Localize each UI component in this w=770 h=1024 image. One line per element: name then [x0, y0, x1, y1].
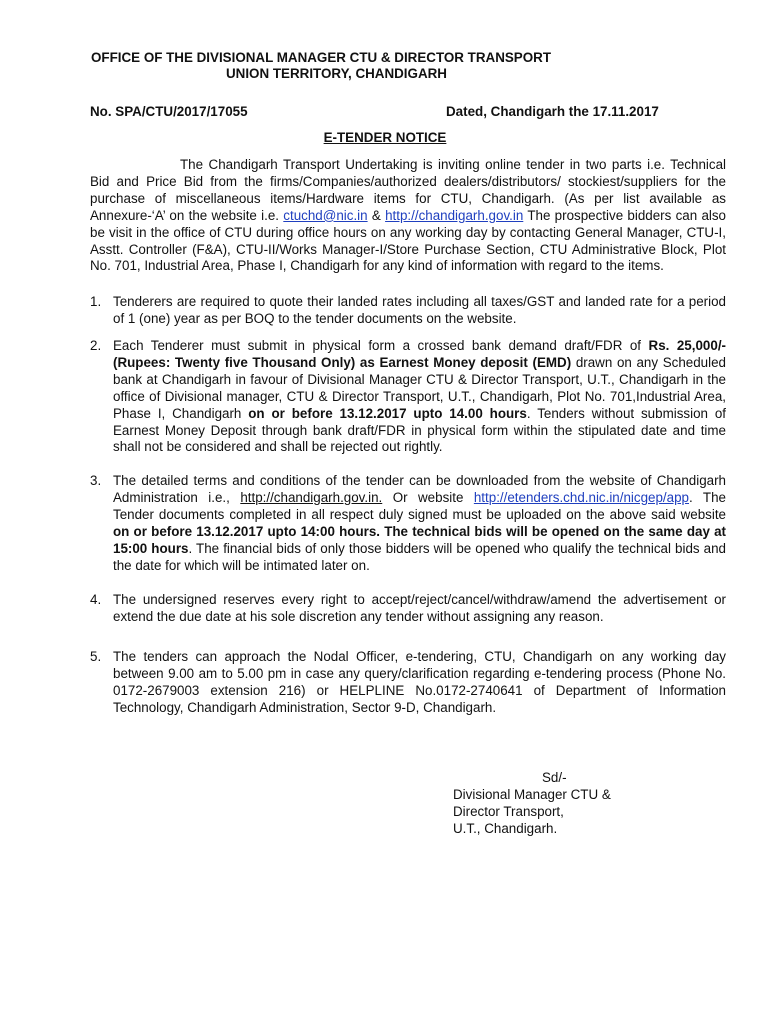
intro-paragraph	[90, 157, 726, 275]
office-heading-line1: OFFICE OF THE DIVISIONAL MANAGER CTU & DIRECTOR TRANSPORT	[91, 50, 552, 65]
office-heading-line2: UNION TERRITORY, CHANDIGARH	[226, 66, 447, 81]
list-item	[90, 294, 726, 328]
website-link[interactable]: http://chandigarh.gov.in	[385, 207, 524, 223]
list-item-number: 5.	[90, 649, 102, 664]
signatory-line3: U.T., Chandigarh.	[453, 821, 558, 836]
signatory-line1: Divisional Manager CTU &	[453, 787, 611, 802]
chandigarh-gov-link[interactable]: http://chandigarh.gov.in.	[240, 489, 383, 505]
list-item-number: 1.	[90, 294, 102, 309]
list-item-text: The undersigned reserves every right to accept/reject/cancel/withdraw/amend the advertisement or extend the due date at his sole discretion any tender without assigning any reason.	[113, 592, 726, 624]
list-item-text	[113, 338, 726, 456]
intro-ampersand: &	[367, 207, 386, 223]
signatory-line2: Director Transport,	[453, 804, 564, 819]
item3-text-part4: . The financial bids of only those bidders will be opened who qualify the technical bids and the date for which will be intimated later on.	[113, 540, 726, 573]
list-item	[90, 338, 726, 456]
list-item-text: Tenderers are required to quote their landed rates including all taxes/GST and landed rate for a period of 1 (one) year as per BOQ to the tender documents on the website.	[113, 294, 726, 326]
list-item	[90, 592, 726, 626]
email-link[interactable]: ctuchd@nic.in	[283, 207, 368, 223]
item2-text-part1: Each Tenderer must submit in physical form a crossed bank demand draft/FDR of	[113, 338, 649, 353]
submission-deadline: on or before 13.12.2017 upto 14:00 hours. The technical bids will be opened on the same day at 15:00 hours	[113, 523, 726, 556]
list-item	[90, 649, 726, 717]
item2-text-part3: . Tenders without submission of Earnest Money Deposit through bank draft/FDR in physical form within the stipulated date and time shall not be considered and shall be rejected out rightly.	[113, 405, 726, 455]
list-item-number: 4.	[90, 592, 102, 607]
reference-number: No. SPA/CTU/2017/17055	[90, 104, 248, 119]
list-item	[90, 473, 726, 574]
item3-text-part2: Or website	[382, 489, 474, 505]
list-item-number: 3.	[90, 473, 102, 488]
emd-deadline: on or before 13.12.2017 upto 14.00 hours	[248, 405, 527, 421]
item2-text-part2: drawn on any Scheduled bank at Chandigarh in favour of Divisional Manager CTU & Director Transport, U.T., Chandigarh in the office of Divisional manager, CTU & Director Transport, U.T., Chandigarh, Plot No. 701,Industrial Area, Phase I, Chandigarh	[113, 354, 726, 421]
list-item-text: The tenders can approach the Nodal Officer, e-tendering, CTU, Chandigarh on any working day between 9.00 am to 5.00 pm in case any query/clarification regarding e-tendering process (Phone No. 0172-2679003 extension 216) or HELPLINE No.0172-2740641 of Department of Information Technology, Chandigarh Administration, Sector 9-D, Chandigarh.	[113, 649, 726, 715]
signature-sd: Sd/-	[542, 770, 567, 785]
intro-text-part2: The prospective bidders can also be visit in the office of CTU during office hours on any working day by contacting General Manager, CTU-I, Asstt. Controller (F&A), CTU-II/Works Manager-I/Store Purchase Section, CTU Administrative Block, Plot No. 701, Industrial Area, Phase I, Chandigarh for any kind of information with regard to the items.	[90, 207, 727, 274]
intro-text-part1: The Chandigarh Transport Undertaking is inviting online tender in two parts i.e. Technical Bid and Price Bid from the firms/Companies/authorized dealers/distributors/ stockiest/suppliers for the purchase of miscellaneous items/Hardware items for CTU, Chandigarh. (As per list available as Annexure-‘A’ on the website i.e.	[90, 157, 726, 223]
list-item-number: 2.	[90, 338, 102, 353]
emd-amount: Rs. 25,000/- (Rupees: Twenty five Thousand Only) as Earnest Money deposit (EMD)	[113, 338, 726, 370]
notice-title: E-TENDER NOTICE	[323, 130, 447, 145]
item3-text-part3: . The Tender documents completed in all respect duly signed must be uploaded on the above said website	[113, 489, 726, 522]
list-item-text	[113, 473, 726, 574]
item3-text-part1: The detailed terms and conditions of the tender can be downloaded from the website of Chandigarh Administration i.e.,	[113, 473, 726, 505]
notice-date: Dated, Chandigarh the 17.11.2017	[446, 104, 659, 119]
etenders-link[interactable]: http://etenders.chd.nic.in/nicgep/app	[473, 489, 689, 505]
